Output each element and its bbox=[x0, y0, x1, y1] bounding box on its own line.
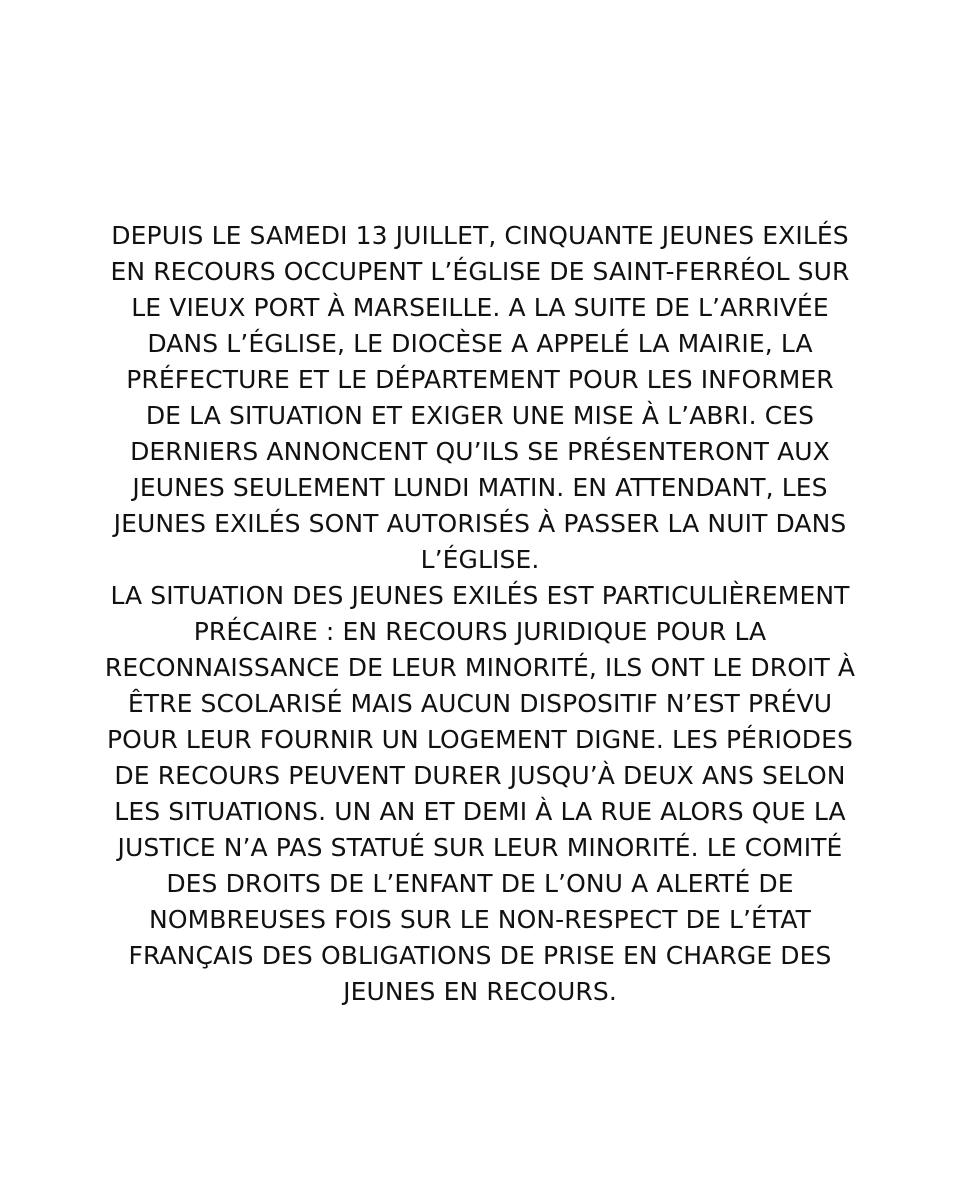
text-line: NOMBREUSES FOIS SUR LE NON-RESPECT DE L’ÉTAT bbox=[149, 905, 811, 934]
paragraph-1 bbox=[90, 218, 870, 578]
text-line: PRÉCAIRE : EN RECOURS JURIDIQUE POUR LA bbox=[193, 617, 767, 646]
text-line: DES DROITS DE L’ENFANT DE L’ONU A ALERTÉ DE bbox=[166, 869, 794, 898]
text-line: POUR LEUR FOURNIR UN LOGEMENT DIGNE. LES PÉRIODES bbox=[107, 725, 853, 754]
body-text bbox=[90, 218, 870, 1010]
paragraph-2 bbox=[90, 578, 870, 1010]
text-line: LES SITUATIONS. UN AN ET DEMI À LA RUE ALORS QUE LA bbox=[114, 797, 846, 826]
text-line: JEUNES EXILÉS SONT AUTORISÉS À PASSER LA NUIT DANS bbox=[113, 509, 847, 538]
text-line: DERNIERS ANNONCENT QU’ILS SE PRÉSENTERONT AUX bbox=[130, 437, 830, 466]
text-line: FRANÇAIS DES OBLIGATIONS DE PRISE EN CHARGE DES bbox=[128, 941, 832, 970]
text-line: EN RECOURS OCCUPENT L’ÉGLISE DE SAINT-FERRÉOL SUR bbox=[110, 257, 850, 286]
text-line: L’ÉGLISE. bbox=[420, 545, 540, 574]
text-line: DANS L’ÉGLISE, LE DIOCÈSE A APPELÉ LA MAIRIE, LA bbox=[147, 329, 813, 358]
text-line: PRÉFECTURE ET LE DÉPARTEMENT POUR LES INFORMER bbox=[126, 365, 834, 394]
text-line: DE RECOURS PEUVENT DURER JUSQU’À DEUX ANS SELON bbox=[114, 761, 846, 790]
text-line: ÊTRE SCOLARISÉ MAIS AUCUN DISPOSITIF N’EST PRÉVU bbox=[127, 689, 833, 718]
text-line: DE LA SITUATION ET EXIGER UNE MISE À L’ABRI. CES bbox=[145, 401, 815, 430]
text-line: RECONNAISSANCE DE LEUR MINORITÉ, ILS ONT LE DROIT À bbox=[104, 653, 856, 682]
text-line: JEUNES SEULEMENT LUNDI MATIN. EN ATTENDANT, LES bbox=[132, 473, 828, 502]
text-line: JEUNES EN RECOURS. bbox=[343, 977, 617, 1006]
text-line: LE VIEUX PORT À MARSEILLE. A LA SUITE DE L’ARRIVÉE bbox=[131, 293, 829, 322]
text-line: DEPUIS LE SAMEDI 13 JUILLET, CINQUANTE JEUNES EXILÉS bbox=[111, 221, 849, 250]
text-line: LA SITUATION DES JEUNES EXILÉS EST PARTICULIÈREMENT bbox=[110, 581, 850, 610]
text-line: JUSTICE N’A PAS STATUÉ SUR LEUR MINORITÉ. LE COMITÉ bbox=[117, 833, 843, 862]
